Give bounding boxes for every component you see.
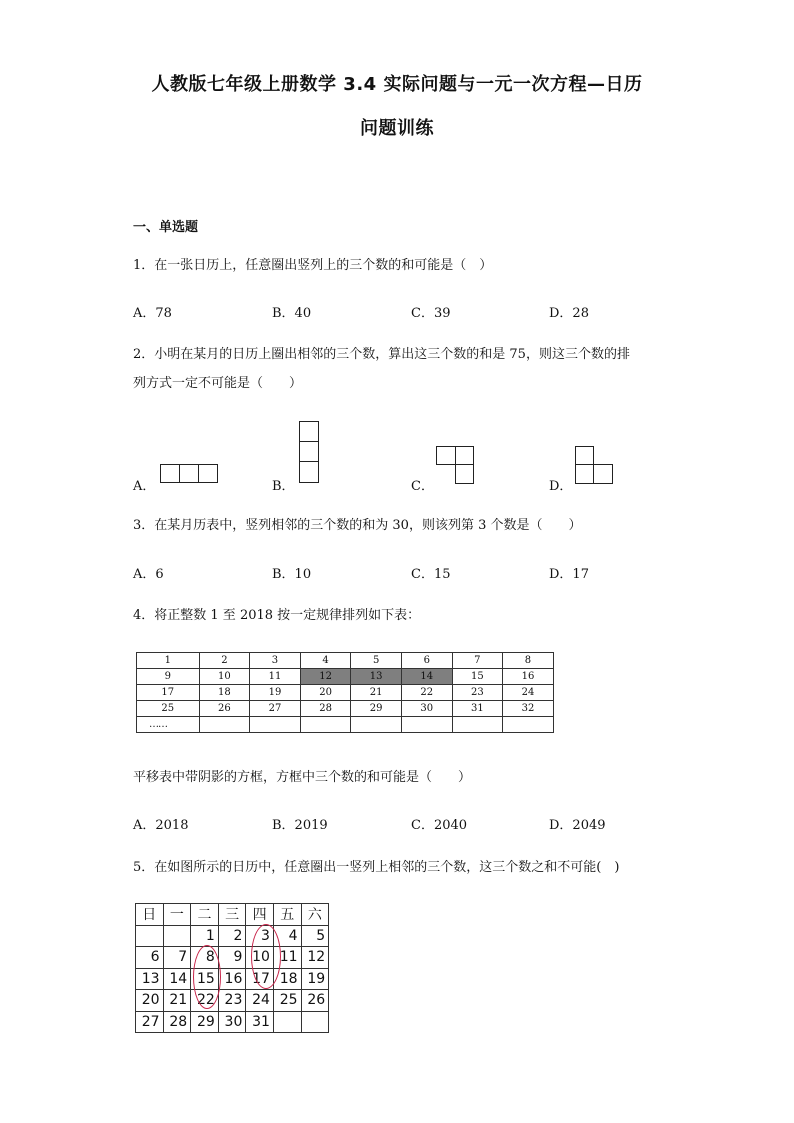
weekday-header: 五	[273, 904, 301, 926]
question-4-text: 4．将正整数 1 至 2018 按一定规律排列如下表：	[133, 608, 421, 623]
shaded-cell: 13	[351, 669, 402, 685]
table-row	[137, 701, 554, 717]
table-cell: 22	[401, 685, 452, 701]
table-cell: 20	[300, 685, 351, 701]
calendar-day: 25	[273, 990, 301, 1012]
q1-option-d[interactable]: D．28	[549, 306, 589, 321]
table-cell	[452, 717, 503, 733]
q3-option-a[interactable]: A．6	[133, 567, 164, 582]
circle-mark-3-10-17	[251, 924, 281, 989]
question-2-text-line2: 列方式一定不可能是（ ）	[133, 376, 303, 391]
q3-option-d[interactable]: D．17	[549, 567, 589, 582]
table-cell: 17	[137, 685, 200, 701]
calendar-day: 2	[218, 925, 246, 947]
calendar-day: 12	[301, 947, 329, 969]
table-cell	[503, 717, 554, 733]
calendar-grid	[135, 903, 329, 1033]
table-cell: 16	[503, 669, 554, 685]
table-cell: 5	[351, 653, 402, 669]
table-cell	[199, 717, 250, 733]
weekday-header: 二	[191, 904, 219, 926]
calendar-day: 1	[191, 925, 219, 947]
table-cell: 19	[250, 685, 301, 701]
calendar-day: 19	[301, 968, 329, 990]
calendar-week-row	[136, 968, 329, 990]
table-cell: 8	[503, 653, 554, 669]
weekday-header: 日	[136, 904, 164, 926]
table-row	[137, 685, 554, 701]
table-cell: 7	[452, 653, 503, 669]
calendar-day: 26	[301, 990, 329, 1012]
page-title-line2: 问题训练	[360, 118, 434, 139]
question-3-text: 3．在某月历表中，竖列相邻的三个数的和为 30，则该列第 3 个数是（ ）	[133, 518, 582, 533]
calendar-week-row	[136, 947, 329, 969]
table-cell: 6	[401, 653, 452, 669]
calendar-day: 31	[246, 1011, 274, 1033]
q3-option-b[interactable]: B．10	[272, 567, 312, 582]
calendar-day: 5	[301, 925, 329, 947]
calendar-day	[136, 925, 164, 947]
shaded-cell: 12	[300, 669, 351, 685]
calendar-day: 8	[191, 947, 219, 969]
weekday-header: 一	[163, 904, 191, 926]
table-cell: 3	[250, 653, 301, 669]
circle-mark-8-15-22	[193, 945, 221, 1009]
q2-option-d[interactable]: D．	[549, 479, 573, 494]
table-row	[137, 717, 554, 733]
question-5-text: 5．在如图所示的日历中，任意圈出一竖列上相邻的三个数，这三个数之和不可能( )	[133, 860, 620, 875]
table-cell: 21	[351, 685, 402, 701]
calendar-week-row	[136, 925, 329, 947]
calendar-day	[163, 925, 191, 947]
table-cell: 29	[351, 701, 402, 717]
table-cell	[351, 717, 402, 733]
table-cell	[250, 717, 301, 733]
calendar-day: 20	[136, 990, 164, 1012]
table-cell: 10	[199, 669, 250, 685]
table-cell: 24	[503, 685, 554, 701]
calendar-day: 14	[163, 968, 191, 990]
calendar-day: 30	[218, 1011, 246, 1033]
question-2-text: 2．小明在某月的日历上圈出相邻的三个数，算出这三个数的和是 75，则这三个数的排	[133, 347, 630, 362]
table-cell	[401, 717, 452, 733]
calendar-day	[273, 1011, 301, 1033]
q1-option-c[interactable]: C．39	[411, 306, 451, 321]
calendar-week-row	[136, 1011, 329, 1033]
calendar-header-row	[136, 904, 329, 926]
table-cell: 1	[137, 653, 200, 669]
table-cell: 2	[199, 653, 250, 669]
table-cell: 4	[300, 653, 351, 669]
table-cell: 23	[452, 685, 503, 701]
table-row	[137, 669, 554, 685]
q3-option-c[interactable]: C．15	[411, 567, 451, 582]
calendar-day: 24	[246, 990, 274, 1012]
calendar-day: 22	[191, 990, 219, 1012]
table-cell: 25	[137, 701, 200, 717]
table-cell: 31	[452, 701, 503, 717]
shaded-cell: 14	[401, 669, 452, 685]
table-cell: 15	[452, 669, 503, 685]
calendar-day: 27	[136, 1011, 164, 1033]
table-cell: 30	[401, 701, 452, 717]
calendar-day: 29	[191, 1011, 219, 1033]
q1-option-b[interactable]: B．40	[272, 306, 312, 321]
calendar-day: 4	[273, 925, 301, 947]
q4-option-d[interactable]: D．2049	[549, 818, 606, 833]
table-cell: 11	[250, 669, 301, 685]
question-1-text: 1．在一张日历上，任意圈出竖列上的三个数的和可能是（ ）	[133, 258, 493, 273]
weekday-header: 三	[218, 904, 246, 926]
calendar-day: 6	[136, 947, 164, 969]
q4-option-b[interactable]: B．2019	[272, 818, 328, 833]
calendar-day: 21	[163, 990, 191, 1012]
calendar-day: 13	[136, 968, 164, 990]
calendar-day: 11	[273, 947, 301, 969]
calendar-day: 15	[191, 968, 219, 990]
calendar-day: 18	[273, 968, 301, 990]
table-cell: 27	[250, 701, 301, 717]
q2-option-b[interactable]: B．	[272, 479, 295, 494]
calendar-day: 28	[163, 1011, 191, 1033]
calendar-day	[301, 1011, 329, 1033]
table-cell: 9	[137, 669, 200, 685]
calendar-day: 16	[218, 968, 246, 990]
calendar-day: 10	[246, 947, 274, 969]
q2-option-a[interactable]: A．	[133, 479, 156, 494]
table-cell: 28	[300, 701, 351, 717]
table-cell: 18	[199, 685, 250, 701]
calendar-day: 9	[218, 947, 246, 969]
table-cell-ellipsis: ……	[137, 717, 200, 733]
section-heading: 一、单选题	[133, 220, 199, 235]
calendar-day: 3	[246, 925, 274, 947]
question-4-followup: 平移表中带阴影的方框，方框中三个数的和可能是（ ）	[133, 770, 472, 785]
table-row	[137, 653, 554, 669]
q4-option-a[interactable]: A．2018	[133, 818, 189, 833]
calendar-day: 7	[163, 947, 191, 969]
table-cell: 32	[503, 701, 554, 717]
q1-option-a[interactable]: A．78	[133, 306, 172, 321]
calendar-week-row	[136, 990, 329, 1012]
q2-option-c[interactable]: C．	[411, 479, 434, 494]
table-cell: 26	[199, 701, 250, 717]
weekday-header: 四	[246, 904, 274, 926]
calendar-day: 23	[218, 990, 246, 1012]
calendar-day: 17	[246, 968, 274, 990]
table-cell	[300, 717, 351, 733]
q4-option-c[interactable]: C．2040	[411, 818, 468, 833]
page-title: 人教版七年级上册数学 3.4 实际问题与一元一次方程—日历	[151, 74, 643, 95]
weekday-header: 六	[301, 904, 329, 926]
number-arrangement-table	[136, 652, 554, 733]
